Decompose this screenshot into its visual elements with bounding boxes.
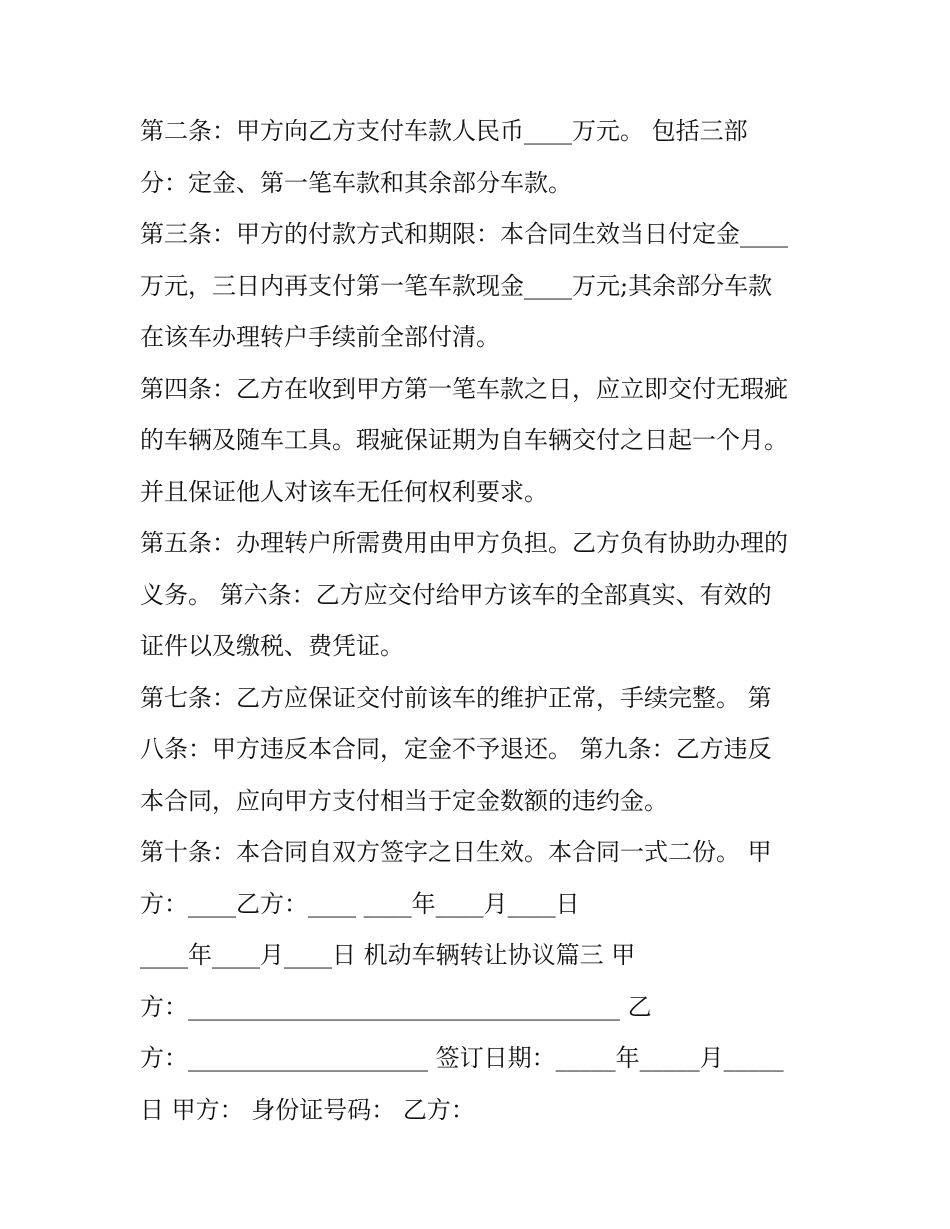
text-line-10: 义务。 第六条：乙方应交付给甲方该车的全部真实、有效的 <box>140 580 772 609</box>
text-line-14: 本合同，应向甲方支付相当于定金数额的违约金。 <box>140 786 668 815</box>
text-line-15: 第十条：本合同自双方签字之日生效。本合同一式二份。 甲 <box>140 838 772 866</box>
text-line-11: 证件以及缴税、费凭证。 <box>140 632 404 660</box>
text-line-8: 并且保证他人对该车无任何权利要求。 <box>140 477 548 506</box>
text-line-5: 在该车办理转户手续前全部付清。 <box>140 323 500 351</box>
text-line-3: 第三条：甲方的付款方式和期限：本合同生效当日付定金____ <box>140 220 788 248</box>
text-line-7: 的车辆及随车工具。瑕疵保证期为自车辆交付之日起一个月。 <box>140 426 788 454</box>
text-line-18: 方：____________________________________ 乙 <box>140 992 652 1021</box>
contract-text <box>140 106 830 1136</box>
text-line-2: 分：定金、第一笔车款和其余部分车款。 <box>140 168 572 197</box>
text-line-17: ____年____月____日 机动车辆转让协议篇三 甲 <box>140 941 636 969</box>
text-line-9: 第五条：办理转户所需费用由甲方负担。乙方负有协助办理的 <box>140 529 788 557</box>
text-line-1: 第二条：甲方向乙方支付车款人民币____万元。 包括三部 <box>140 117 748 145</box>
text-line-12: 第七条：乙方应保证交付前该车的维护正常，手续完整。 第 <box>140 683 772 712</box>
text-line-13: 八条：甲方违反本合同，定金不予退还。 第九条：乙方违反 <box>140 735 772 763</box>
text-line-19: 方：____________________ 签订日期：_____年_____月_____ <box>140 1044 784 1072</box>
text-line-4: 万元，三日内再支付第一笔车款现金____万元;其余部分车款 <box>140 271 773 300</box>
text-line-20: 日 甲方： 身份证号码： 乙方： <box>140 1095 475 1124</box>
text-line-16: 方：____乙方：____ ____年____月____日 <box>140 889 580 918</box>
text-line-6: 第四条：乙方在收到甲方第一笔车款之日，应立即交付无瑕疵 <box>140 374 788 403</box>
